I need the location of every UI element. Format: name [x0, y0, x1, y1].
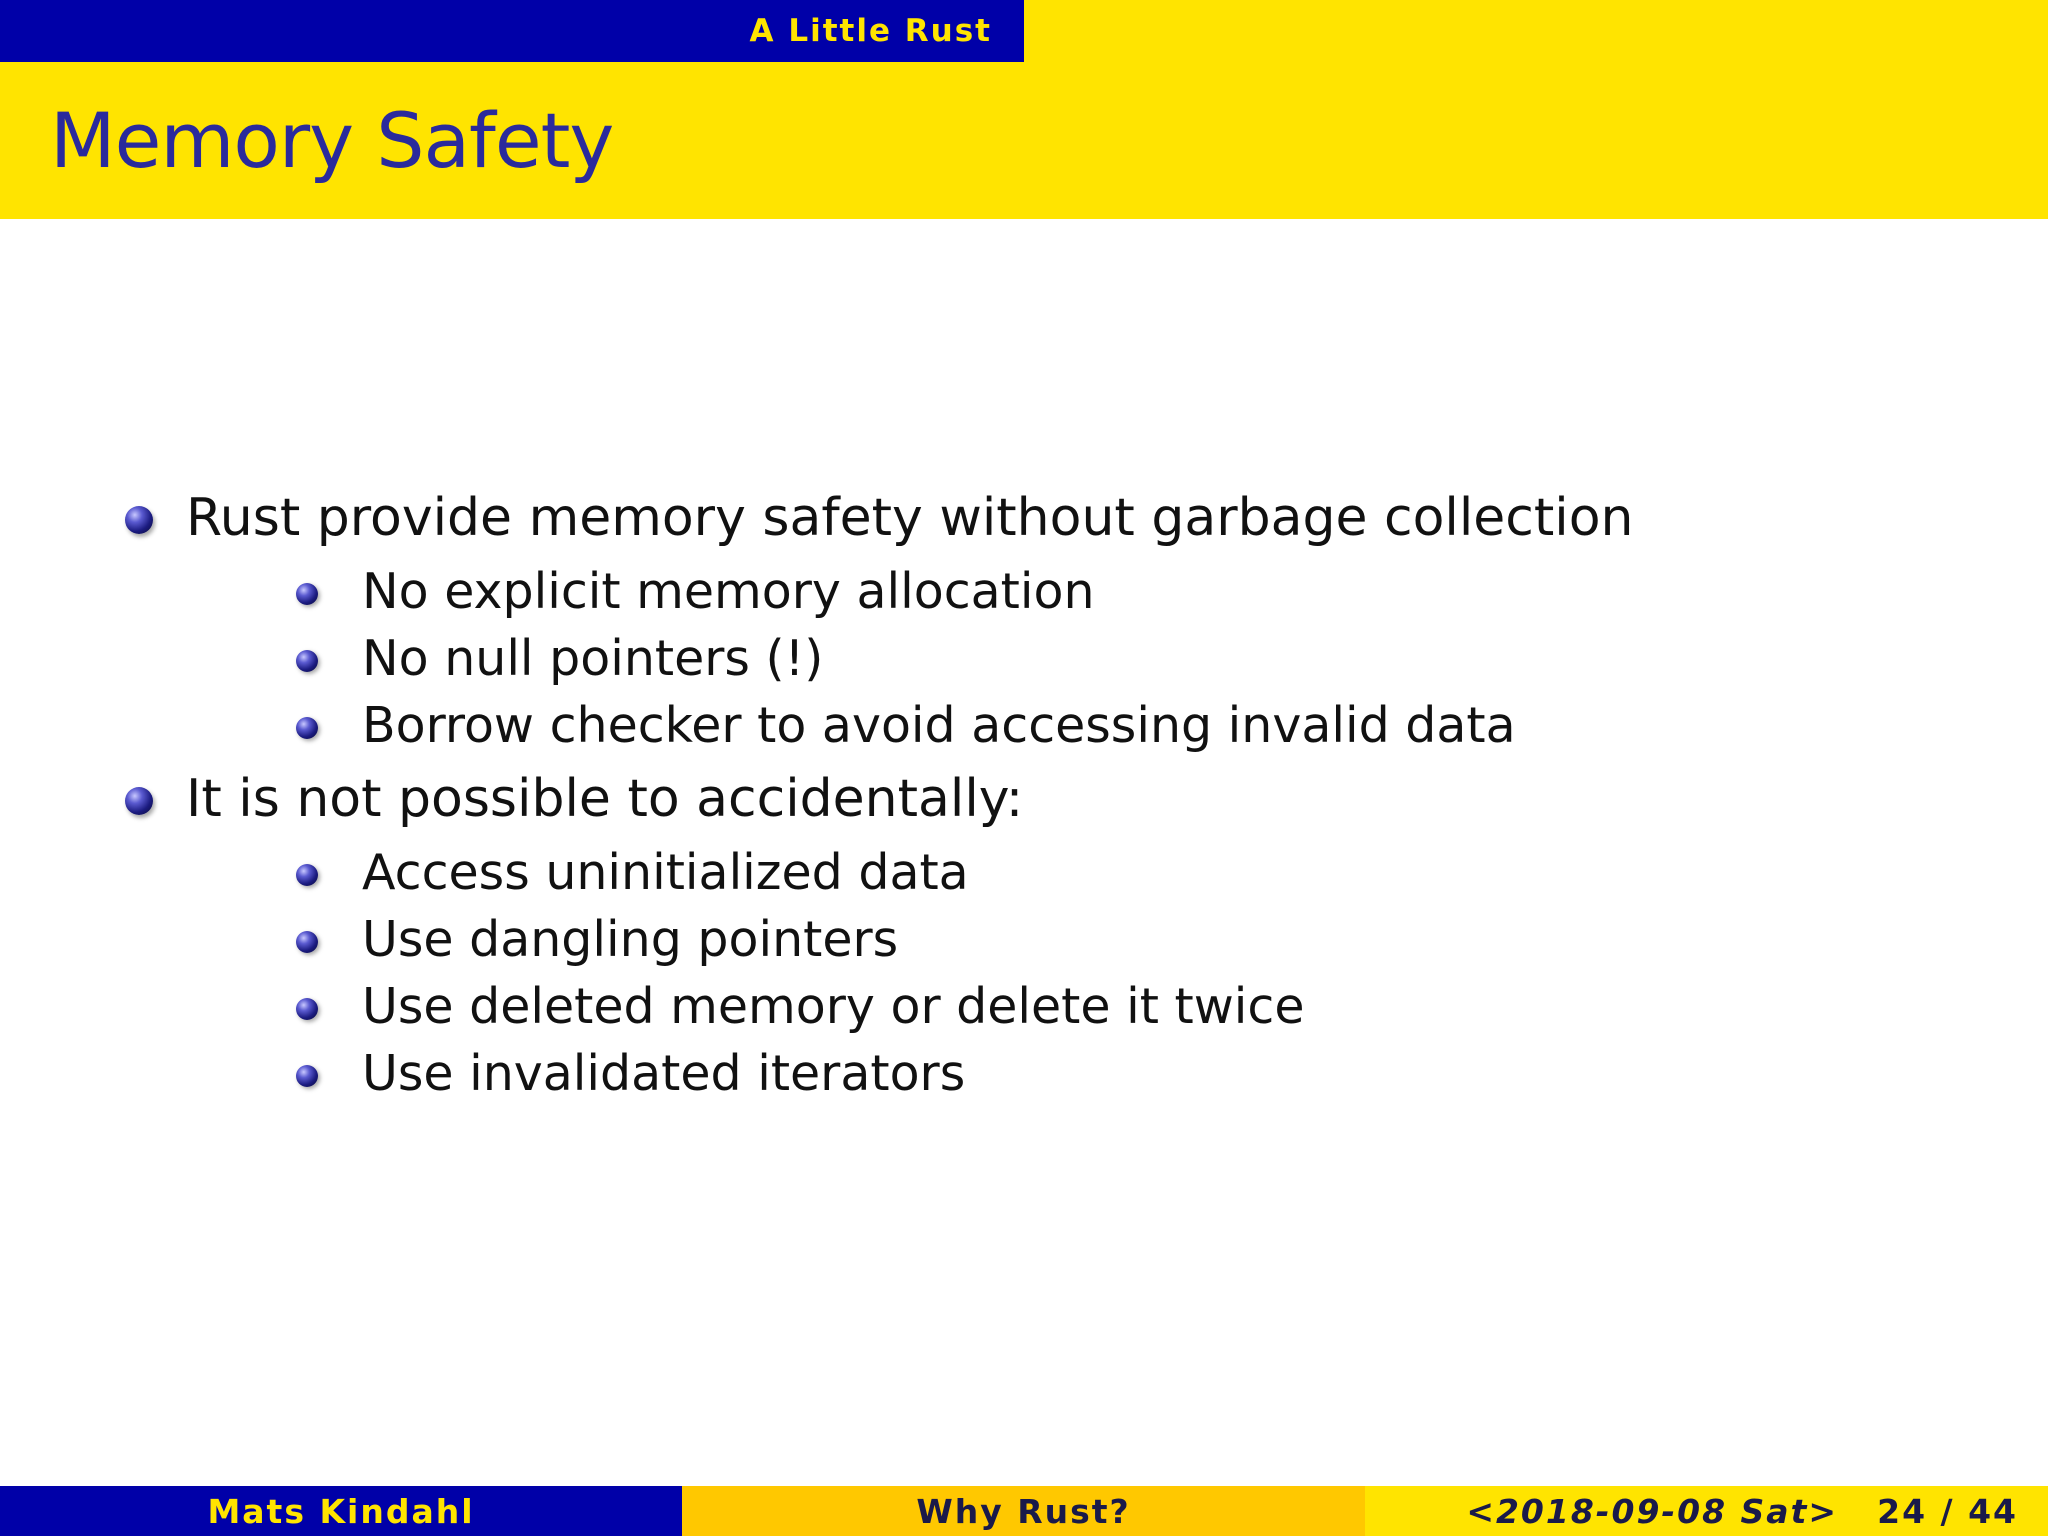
bullet-ball-icon: [296, 931, 318, 953]
sub-bullet-list: [308, 558, 1633, 759]
footer-author: Mats Kindahl: [0, 1486, 682, 1536]
sub-bullet-item: [308, 692, 1633, 759]
bullet-ball-icon: [296, 650, 318, 672]
bullet-ball-icon: [125, 787, 153, 815]
bullet-ball-icon: [296, 583, 318, 605]
bullet-text: Rust provide memory safety without garbage collection: [186, 488, 1634, 548]
bullet-list: [122, 484, 1633, 1113]
bullet-ball-icon: [296, 998, 318, 1020]
sub-bullet-item: [308, 973, 1633, 1040]
bullet-ball-icon: [296, 1065, 318, 1087]
footer-right: [1365, 1486, 2048, 1536]
slide-title: Memory Safety: [0, 62, 2048, 219]
headline-bar: [0, 0, 2048, 62]
headline-right-fill: [1024, 0, 2048, 62]
sub-bullet-text: Access uninitialized data: [362, 844, 969, 901]
footline-bar: [0, 1486, 2048, 1536]
footer-talk-title: Why Rust?: [682, 1486, 1365, 1536]
sub-bullet-item: [308, 558, 1633, 625]
sub-bullet-list: [308, 839, 1633, 1107]
sub-bullet-item: [308, 906, 1633, 973]
footer-date: <2018-09-08 Sat>: [1466, 1491, 1838, 1531]
sub-bullet-text: Use invalidated iterators: [362, 1045, 966, 1102]
sub-bullet-text: Use deleted memory or delete it twice: [362, 978, 1305, 1035]
section-title: A Little Rust: [0, 0, 1024, 62]
sub-bullet-text: Borrow checker to avoid accessing invalid data: [362, 697, 1516, 754]
sub-bullet-text: No explicit memory allocation: [362, 563, 1095, 620]
bullet-item: [122, 765, 1633, 1107]
sub-bullet-item: [308, 839, 1633, 906]
slide-body: [0, 219, 2048, 1486]
footer-page-number: 24 / 44: [1877, 1491, 2018, 1531]
bullet-ball-icon: [296, 864, 318, 886]
bullet-item: [122, 484, 1633, 759]
sub-bullet-text: No null pointers (!): [362, 630, 824, 687]
sub-bullet-text: Use dangling pointers: [362, 911, 899, 968]
sub-bullet-item: [308, 625, 1633, 692]
bullet-ball-icon: [296, 717, 318, 739]
bullet-ball-icon: [125, 506, 153, 534]
sub-bullet-item: [308, 1040, 1633, 1107]
bullet-text: It is not possible to accidentally:: [186, 769, 1024, 829]
